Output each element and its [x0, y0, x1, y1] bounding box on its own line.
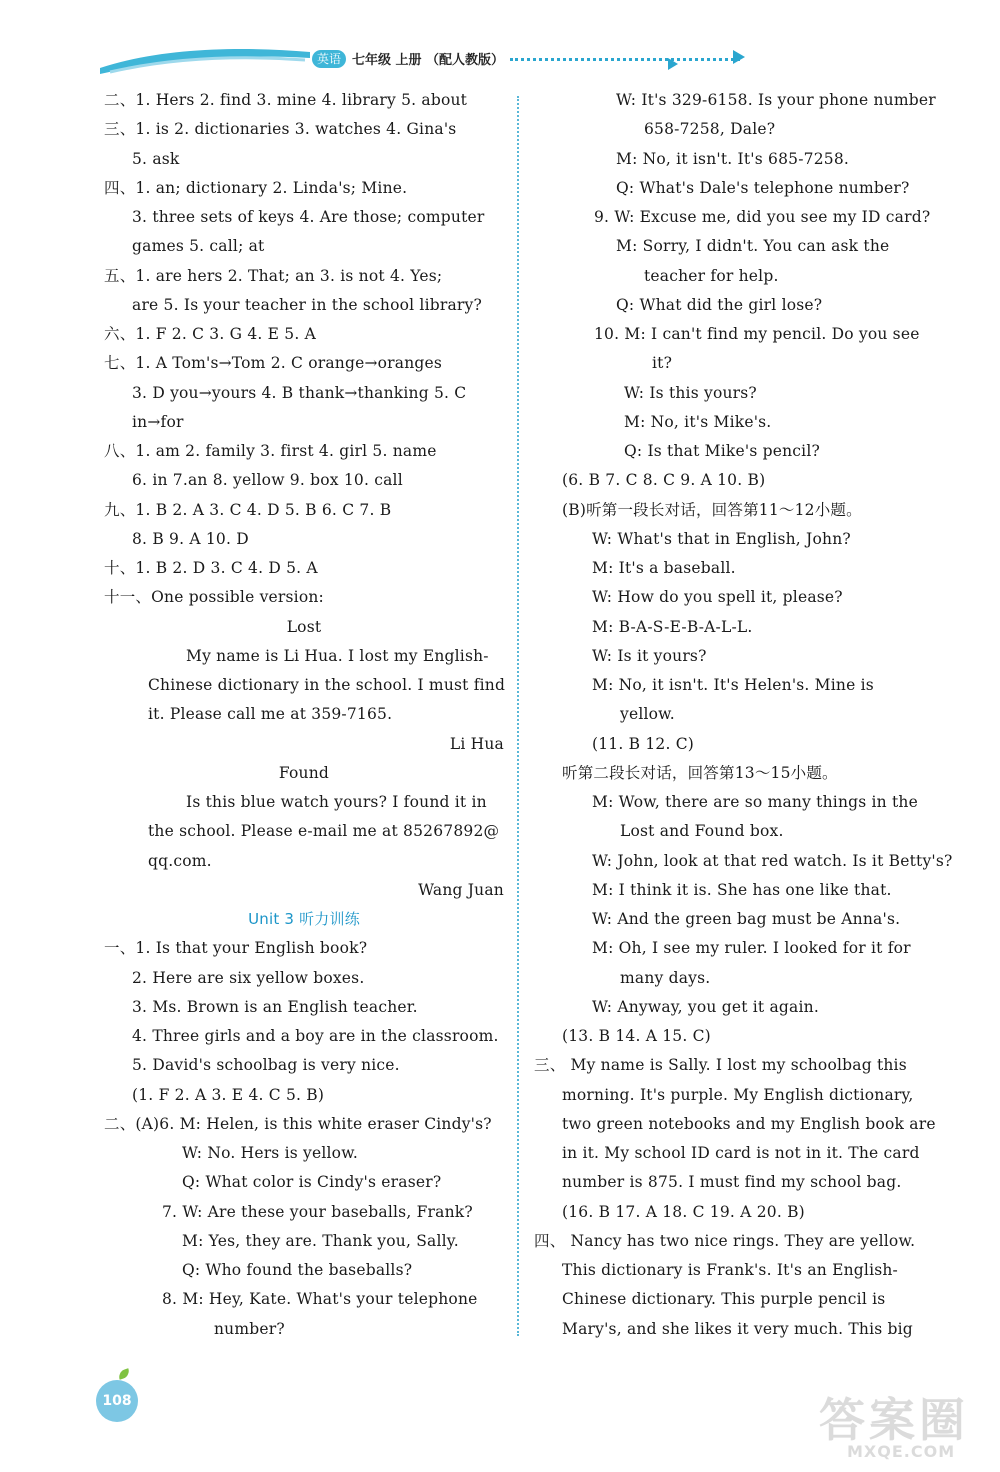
text-line: (11. B 12. C) [592, 734, 695, 753]
text-line: 五、1. are hers 2. That; an 3. is not 4. Yes; [104, 266, 443, 285]
text-line: in it. My school ID card is not in it. The card [562, 1144, 920, 1162]
text-line: W: John, look at that red watch. Is it Betty's? [592, 851, 953, 870]
text-line: M: Wow, there are so many things in the [592, 793, 918, 811]
text-line: W: What's that in English, John? [592, 529, 851, 548]
text-line: number is 875. I must find my school bag. [562, 1173, 902, 1192]
text-line: Q: What color is Cindy's eraser? [182, 1173, 442, 1192]
text-line: M: No, it's Mike's. [624, 412, 772, 431]
text-line: 4. Three girls and a boy are in the classroom. [132, 1027, 499, 1045]
text-line: Q: Who found the baseballs? [182, 1261, 413, 1279]
text-line: M: No, it isn't. It's 685-7258. [616, 149, 850, 168]
text-line: qq.com. [148, 851, 212, 870]
text-line: 二、1. Hers 2. find 3. mine 4. library 5. about [104, 91, 468, 109]
text-line: morning. It's purple. My English dictionary, [562, 1085, 914, 1104]
text-line: Q: Is that Mike's pencil? [624, 442, 820, 460]
text-line: 一、1. Is that your English book? [104, 939, 368, 958]
text-line: in→for [132, 412, 184, 431]
text-line: W: Anyway, you get it again. [592, 997, 819, 1016]
text-line: W: It's 329-6158. Is your phone number [616, 91, 936, 109]
text-line: 6. in 7.an 8. yellow 9. box 10. call [132, 471, 403, 490]
watermark [805, 1382, 985, 1462]
text-line: Is this blue watch yours? I found it in [186, 793, 487, 811]
text-line: W: Is this yours? [624, 383, 757, 402]
text-line: (B)听第一段长对话，回答第11～12小题。 [562, 500, 862, 519]
text-line: 八、1. am 2. family 3. first 4. girl 5. name [104, 442, 437, 460]
text-line: Lost [286, 617, 322, 636]
text-line: 九、1. B 2. A 3. C 4. D 5. B 6. C 7. B [104, 500, 392, 519]
text-line: M: B-A-S-E-B-A-L-L. [592, 617, 753, 636]
text-line: 10. M: I can't find my pencil. Do you see [594, 325, 920, 343]
text-line: 3. Ms. Brown is an English teacher. [132, 997, 418, 1016]
text-line: 5. ask [132, 149, 180, 168]
text-line: W: And the green bag must be Anna's. [592, 910, 901, 928]
text-line: (6. B 7. C 8. C 9. A 10. B) [562, 471, 766, 490]
text-line: 658-7258, Dale? [644, 120, 776, 139]
text-line: 二、(A)6. M: Helen, is this white eraser Cindy's? [104, 1114, 492, 1133]
watermark-logo-text: 答案圈 [819, 1393, 969, 1447]
text-line: yellow. [620, 705, 675, 724]
text-line: Chinese dictionary. This purple pencil is [562, 1290, 886, 1309]
text-line: W: No. Hers is yellow. [182, 1144, 358, 1162]
text-line: the school. Please e-mail me at 85267892@ [148, 822, 500, 841]
text-line: 七、1. A Tom's→Tom 2. C orange→oranges [104, 354, 443, 373]
text-line: 四、 Nancy has two nice rings. They are yellow. [534, 1231, 916, 1250]
text-line: (1. F 2. A 3. E 4. C 5. B) [132, 1085, 325, 1104]
header-dotted-line [510, 58, 740, 61]
text-line: 3. D you→yours 4. B thank→thanking 5. C [132, 383, 467, 402]
text-line: 8. B 9. A 10. D [132, 529, 249, 548]
text-line: (16. B 17. A 18. C 19. A 20. B) [562, 1202, 805, 1221]
text-line: 3. three sets of keys 4. Are those; computer [132, 208, 485, 226]
text-line: M: Oh, I see my ruler. I looked for it for [592, 939, 911, 958]
text-line: 十一、One possible version: [104, 588, 324, 607]
text-line: 2. Here are six yellow boxes. [132, 968, 365, 987]
text-line: Unit 3 听力训练 [248, 910, 360, 928]
text-line: Li Hua [449, 734, 504, 753]
text-line: 三、 My name is Sally. I lost my schoolbag this [534, 1056, 907, 1075]
text-line: 8. M: Hey, Kate. What's your telephone [162, 1290, 478, 1309]
text-line: Mary's, and she likes it very much. This big [562, 1319, 913, 1338]
text-line: This dictionary is Frank's. It's an English- [562, 1261, 898, 1279]
text-line: M: It's a baseball. [592, 559, 736, 577]
text-line: number? [214, 1319, 285, 1338]
text-line: 六、1. F 2. C 3. G 4. E 5. A [104, 325, 316, 343]
subject-badge: 英语 [312, 50, 346, 68]
text-line: My name is Li Hua. I lost my English- [186, 646, 489, 665]
page-header [100, 38, 660, 78]
header-arrow-icon [668, 58, 678, 70]
text-line: W: How do you spell it, please? [592, 588, 843, 607]
text-line: M: No, it isn't. It's Helen's. Mine is [592, 676, 874, 694]
text-line: Q: What's Dale's telephone number? [616, 178, 910, 197]
text-line: Wang Juan [418, 880, 504, 899]
text-line: it? [652, 354, 673, 373]
text-line: 四、1. an; dictionary 2. Linda's; Mine. [104, 178, 408, 197]
text-line: (13. B 14. A 15. C) [562, 1027, 711, 1045]
leaf-icon [117, 1368, 131, 1380]
text-line: M: Sorry, I didn't. You can ask the [616, 237, 890, 256]
text-line: it. Please call me at 359-7165. [148, 705, 393, 724]
text-line: 十、1. B 2. D 3. C 4. D 5. A [104, 559, 318, 577]
text-line: 5. David's schoolbag is very nice. [132, 1056, 400, 1075]
text-line: W: Is it yours? [592, 646, 707, 665]
text-line: 三、1. is 2. dictionaries 3. watches 4. Gina's [104, 120, 457, 139]
text-line: 听第二段长对话，回答第13～15小题。 [562, 763, 838, 782]
text-line: Chinese dictionary in the school. I must find [148, 676, 506, 694]
text-line: games 5. call; at [132, 237, 265, 256]
page-number: 108 [96, 1380, 138, 1422]
text-line: Lost and Found box. [620, 822, 784, 841]
header-title: 七年级 上册 （配人教版） [352, 53, 505, 68]
text-line: Found [278, 763, 330, 782]
column-divider [517, 96, 519, 1336]
text-line: many days. [620, 968, 711, 987]
text-line: Q: What did the girl lose? [616, 295, 823, 314]
header-swoosh-decoration [100, 46, 310, 76]
text-line: two green notebooks and my English book are [562, 1114, 936, 1133]
text-line: 7. W: Are these your baseballs, Frank? [162, 1202, 473, 1221]
text-line: M: Yes, they are. Thank you, Sally. [182, 1231, 459, 1250]
header-arrow-end-icon [733, 50, 745, 64]
text-line: teacher for help. [644, 266, 779, 285]
text-line: M: I think it is. She has one like that. [592, 880, 892, 899]
text-line: are 5. Is your teacher in the school library? [132, 295, 482, 314]
watermark-url: MXQE.COM [847, 1442, 956, 1461]
text-line: 9. W: Excuse me, did you see my ID card? [594, 208, 931, 226]
